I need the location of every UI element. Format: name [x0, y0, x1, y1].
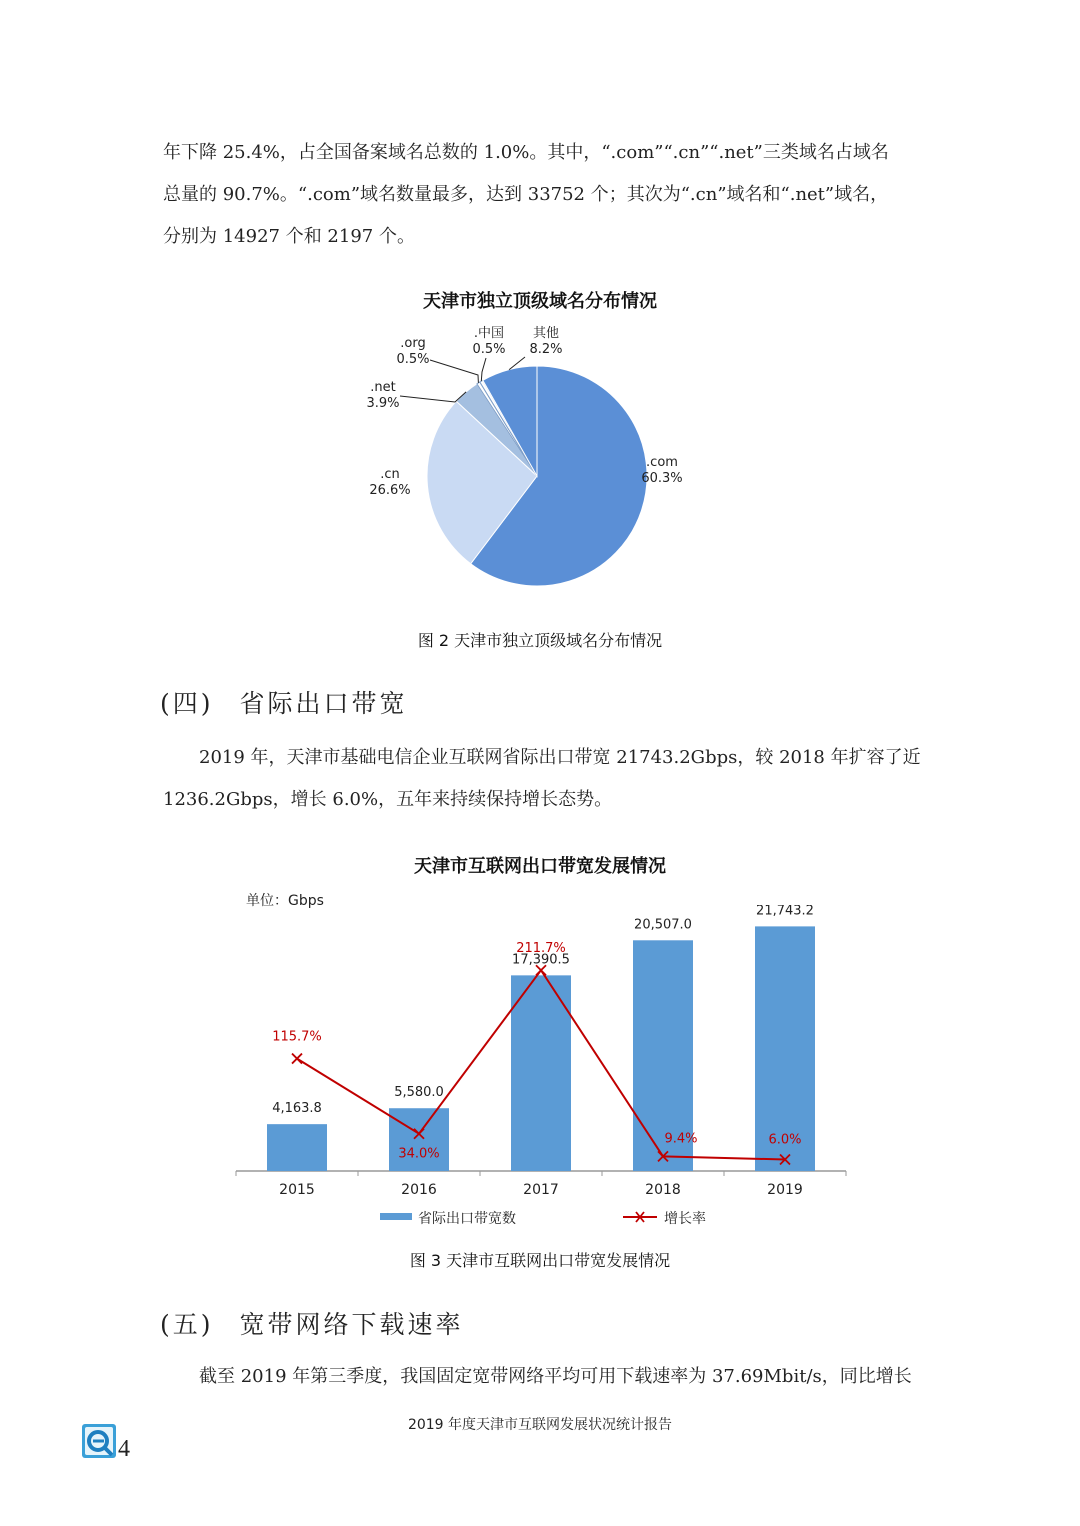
pie-slice-label: .net — [370, 380, 396, 395]
pie-slice-label: .中国 — [473, 326, 505, 341]
paragraph-line: 截至 2019 年第三季度，我国固定宽带网络平均可用下载速率为 37.69Mbit/s，同比增长 — [199, 1366, 912, 1387]
pie-leader-line — [400, 392, 466, 402]
pie-chart — [0, 300, 1080, 620]
page-number: 4 — [118, 1436, 130, 1462]
section-heading-4 — [160, 684, 408, 720]
section-title: 省际出口带宽 — [239, 689, 408, 718]
legend-bar-swatch — [380, 1213, 412, 1220]
bar-value-label: 17,390.5 — [512, 952, 570, 968]
pie-slice-value: 0.5% — [396, 352, 430, 367]
page-footer: 2019 年度天津市互联网发展状况统计报告 — [407, 1417, 673, 1433]
legend-line-label: 增长率 — [664, 1211, 706, 1227]
bar — [511, 975, 571, 1171]
paragraph-line: 年下降 25.4%，占全国备案域名总数的 1.0%。其中，“.com”“.cn”“.net”三类域名占域名 — [163, 142, 889, 163]
pie-leader-line — [481, 358, 486, 381]
pie-slice-value: 60.3% — [641, 471, 683, 486]
pie-leader-line — [430, 360, 478, 383]
section-number: (四) — [160, 689, 214, 718]
pie-figure-caption: 图 2 天津市独立顶级域名分布情况 — [417, 631, 663, 650]
pie-slice-label: .com — [646, 455, 678, 470]
bar — [267, 1124, 327, 1171]
growth-rate-label: 34.0% — [398, 1146, 440, 1162]
section-title: 宽带网络下载速率 — [239, 1310, 464, 1339]
bandwidth-paragraph — [163, 737, 921, 821]
bar-value-label: 5,580.0 — [394, 1085, 444, 1101]
pie-slice-value: 3.9% — [366, 396, 400, 411]
bar-chart — [0, 905, 1080, 1245]
bar-value-label: 21,743.2 — [756, 905, 814, 919]
download-speed-paragraph — [163, 1356, 918, 1398]
report-logo-icon — [82, 1424, 116, 1458]
growth-rate-label: 9.4% — [664, 1131, 698, 1147]
pie-slice-value: 8.2% — [529, 342, 563, 357]
growth-rate-label: 211.7% — [516, 941, 566, 957]
growth-rate-label: 6.0% — [768, 1132, 802, 1148]
bar-chart-title: 天津市互联网出口带宽发展情况 — [414, 856, 666, 877]
pie-slice-value: 26.6% — [369, 483, 411, 498]
pie-slice-label: .cn — [380, 467, 400, 482]
x-tick-label: 2016 — [401, 1182, 437, 1198]
pie-slice-label: .org — [400, 336, 426, 351]
growth-rate-marker — [292, 1054, 302, 1064]
pie-slice-value: 0.5% — [472, 342, 506, 357]
x-tick-label: 2017 — [523, 1182, 559, 1198]
x-tick-label: 2018 — [645, 1182, 681, 1198]
bar-value-label: 20,507.0 — [634, 917, 692, 933]
paragraph-line: 总量的 90.7%。“.com”域名数量最多，达到 33752 个；其次为“.cn”域名和“.net”域名， — [163, 184, 889, 205]
bar-value-label: 4,163.8 — [272, 1101, 322, 1117]
bar-chart-unit: 单位：Gbps — [246, 893, 324, 909]
growth-rate-label: 115.7% — [272, 1029, 322, 1045]
paragraph-line: 2019 年，天津市基础电信企业互联网省际出口带宽 21743.2Gbps，较 2018 年扩容了近 — [199, 747, 921, 768]
pie-chart-title: 天津市独立顶级域名分布情况 — [423, 291, 657, 312]
legend-bar-label: 省际出口带宽数 — [418, 1211, 516, 1227]
section-number: (五) — [160, 1310, 214, 1339]
x-tick-label: 2015 — [279, 1182, 315, 1198]
section-heading-5 — [160, 1305, 464, 1341]
x-tick-label: 2019 — [767, 1182, 803, 1198]
paragraph-line: 分别为 14927 个和 2197 个。 — [163, 226, 415, 247]
intro-paragraph — [163, 132, 918, 258]
paragraph-line: 1236.2Gbps，增长 6.0%，五年来持续保持增长态势。 — [163, 789, 613, 810]
pie-slice-label: 其他 — [532, 326, 560, 341]
bar-figure-caption: 图 3 天津市互联网出口带宽发展情况 — [409, 1251, 671, 1270]
